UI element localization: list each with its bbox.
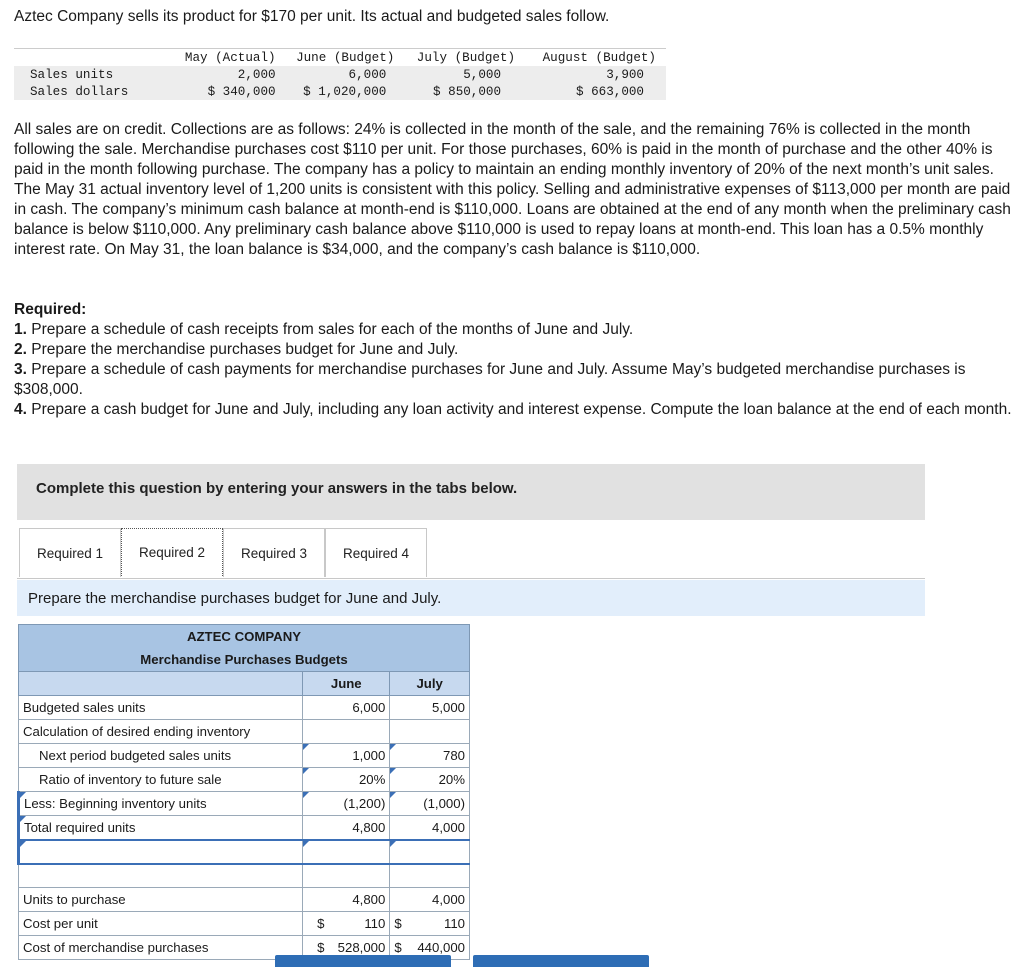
cell: 3,900 bbox=[606, 67, 644, 82]
sales-units-row bbox=[14, 66, 666, 83]
cell: 5,000 bbox=[463, 67, 502, 82]
ratio-row: Ratio of inventory to future sale 20% 20% bbox=[19, 768, 470, 792]
budgeted-sales-july: 5,000 bbox=[390, 696, 470, 720]
beginning-inventory-row bbox=[19, 792, 470, 816]
sales-table bbox=[14, 48, 666, 100]
cost-per-unit-row: Cost per unit $ 110 $ 110 bbox=[19, 912, 470, 936]
ratio-july-input[interactable]: 20% bbox=[390, 768, 470, 792]
col-header-july: July (Budget) bbox=[394, 49, 515, 67]
tab-required-3[interactable]: Required 3 bbox=[223, 528, 325, 577]
required-heading: Required: bbox=[14, 301, 87, 318]
cost-of-purchases-row: Cost of merchandise purchases $ 528,000 $ 440,000 bbox=[19, 936, 470, 960]
tab-required-1[interactable]: Required 1 bbox=[19, 528, 121, 577]
units-to-purchase-row: Units to purchase 4,800 4,000 bbox=[19, 888, 470, 912]
required-item-1: 1. Prepare a schedule of cash receipts from sales for each of the months of June and July. bbox=[14, 321, 634, 338]
total-required-july: 4,000 bbox=[390, 816, 470, 841]
cell: $ 340,000 bbox=[207, 84, 276, 99]
cost-per-unit-june: 110 bbox=[364, 916, 386, 931]
blank-june-input[interactable] bbox=[303, 840, 390, 864]
complete-question-banner: Complete this question by entering your answers in the tabs below. bbox=[17, 464, 925, 520]
ratio-june-input[interactable]: 20% bbox=[303, 768, 390, 792]
next-period-july-input[interactable]: 780 bbox=[390, 744, 470, 768]
blank-july-input[interactable] bbox=[390, 840, 470, 864]
beginning-june-input[interactable]: (1,200) bbox=[303, 792, 390, 816]
budgeted-sales-june: 6,000 bbox=[303, 696, 390, 720]
col-july: July bbox=[390, 672, 470, 696]
beginning-inventory-label-input[interactable]: Less: Beginning inventory units bbox=[19, 792, 303, 816]
required-item-4: 4. Prepare a cash budget for June and July, including any loan activity and interest expense. Compute the loan balance at the end of each month. bbox=[14, 401, 1012, 418]
blank-label-input[interactable] bbox=[19, 840, 303, 864]
total-required-june: 4,800 bbox=[303, 816, 390, 841]
cost-per-unit-july: 110 bbox=[443, 916, 465, 931]
merchandise-purchases-budget bbox=[17, 624, 470, 960]
problem-description: All sales are on credit. Collections are as follows: 24% is collected in the month of the sale, and the remaining 76% is collected in the month following the sale. Merchandise purchases cost $110 per unit. For those purchases, 60% is paid in the month of purchase and the other 40% is paid in the month following purchase. The company has a policy to maintain an ending monthly inventory of 20% of the next month’s unit sales. The May 31 actual inventory level of 1,200 units is consistent with this policy. Selling and administrative expenses of $113,000 per month are paid in cash. The company’s minimum cash balance at month-end is $110,000. Loans are obtained at the end of any month when the preliminary cash balance is below $110,000. Any preliminary cash balance above $110,000 is used to repay loans at month-end. This loan has a 0.5% monthly interest rate. On May 31, the loan balance is $34,000, and the company’s cash balance is $110,000. bbox=[14, 121, 1011, 258]
dollar-sign: $ bbox=[394, 916, 402, 931]
col-june: June bbox=[303, 672, 390, 696]
col-header-may: May (Actual) bbox=[165, 49, 276, 67]
beginning-july-input[interactable]: (1,000) bbox=[390, 792, 470, 816]
col-header-august: August (Budget) bbox=[515, 49, 666, 67]
tab-required-2[interactable]: Required 2 bbox=[121, 528, 223, 576]
total-required-label-input[interactable]: Total required units bbox=[19, 816, 303, 841]
dollar-sign: $ bbox=[317, 940, 325, 955]
company-name: AZTEC COMPANY bbox=[19, 625, 470, 649]
cell: $ 850,000 bbox=[433, 84, 502, 99]
row-label: Sales units bbox=[30, 67, 114, 82]
spacer-row bbox=[19, 864, 470, 888]
required-section bbox=[14, 300, 1014, 420]
required-item-2: 2. Prepare the merchandise purchases budget for June and July. bbox=[14, 341, 459, 358]
sales-dollars-row bbox=[14, 83, 666, 100]
dollar-sign: $ bbox=[394, 940, 402, 955]
units-to-purchase-july: 4,000 bbox=[390, 888, 470, 912]
cell: 6,000 bbox=[348, 67, 387, 82]
row-label: Sales dollars bbox=[30, 84, 129, 99]
cell: 2,000 bbox=[237, 67, 276, 82]
calc-label-row: Calculation of desired ending inventory bbox=[19, 720, 470, 744]
tab-divider bbox=[17, 578, 925, 579]
tab-required-4[interactable]: Required 4 bbox=[325, 528, 427, 577]
next-period-row: Next period budgeted sales units 1,000 780 bbox=[19, 744, 470, 768]
col-header-june: June (Budget) bbox=[276, 49, 395, 67]
next-period-june-input[interactable]: 1,000 bbox=[303, 744, 390, 768]
prev-tab-button[interactable] bbox=[275, 955, 451, 967]
required-item-3: 3. Prepare a schedule of cash payments for merchandise purchases for June and July. Assume May’s budgeted merchandise purchases is $308,000. bbox=[14, 361, 966, 398]
intro-text: Aztec Company sells its product for $170 per unit. Its actual and budgeted sales follow. bbox=[14, 8, 610, 25]
total-required-row bbox=[19, 816, 470, 841]
cost-purchases-june: 528,000 bbox=[337, 940, 386, 955]
cell: $ 663,000 bbox=[575, 84, 644, 99]
units-to-purchase-june: 4,800 bbox=[303, 888, 390, 912]
budgeted-sales-row: Budgeted sales units 6,000 5,000 bbox=[19, 696, 470, 720]
tab-instruction: Prepare the merchandise purchases budget for June and July. bbox=[17, 580, 925, 616]
budget-title: Merchandise Purchases Budgets bbox=[19, 648, 470, 672]
cell: $ 1,020,000 bbox=[303, 84, 387, 99]
next-tab-button[interactable] bbox=[473, 955, 649, 967]
dollar-sign: $ bbox=[317, 916, 325, 931]
cost-purchases-july: 440,000 bbox=[417, 940, 465, 955]
blank-input-row bbox=[19, 840, 470, 864]
